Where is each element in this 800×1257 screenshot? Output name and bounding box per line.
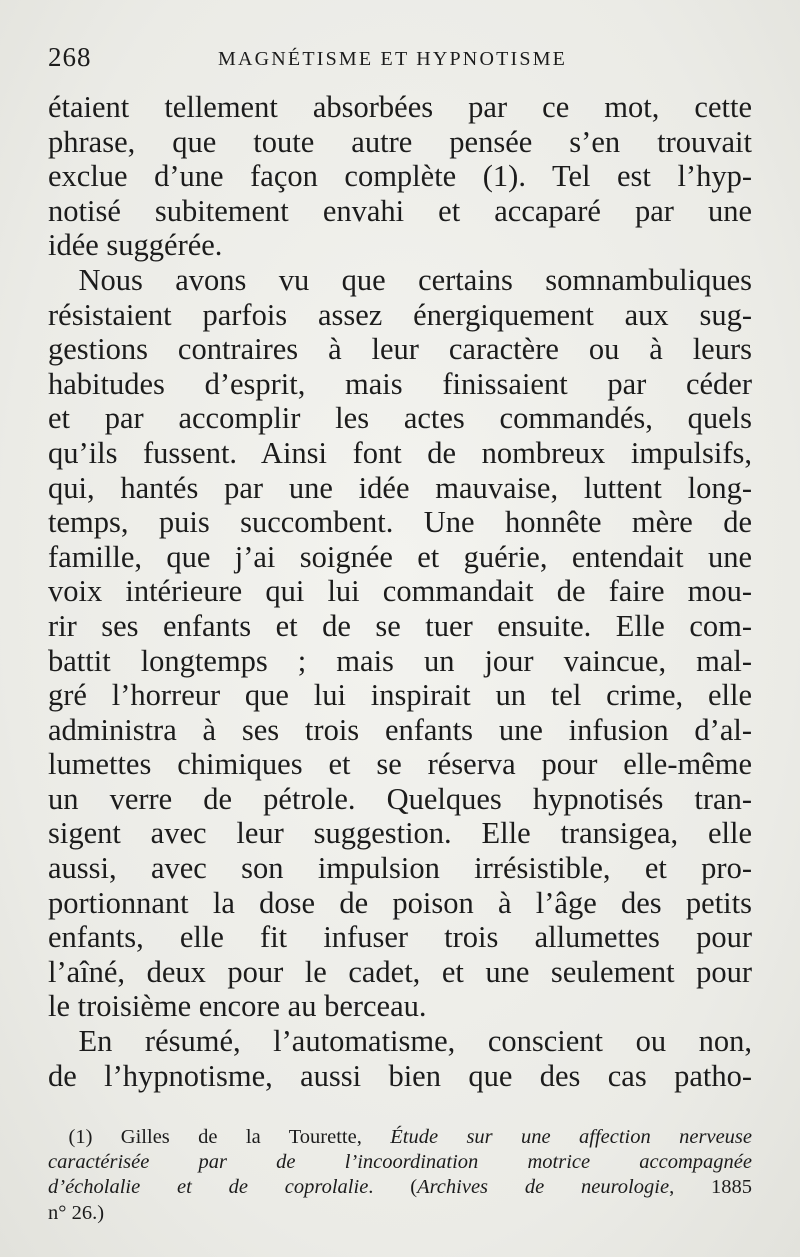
text-line: battit longtemps ; mais un jour vaincue, mal- (48, 643, 752, 678)
text-line: l’aîné, deux pour le cadet, et une seulement pour (48, 954, 752, 989)
text-line: rir ses enfants et de se tuer ensuite. Elle com- (48, 608, 752, 643)
text-line: qui, hantés par une idée mauvaise, luttent long- (48, 470, 752, 505)
text-line: le troisième encore au berceau. (48, 989, 427, 1024)
page-header (48, 42, 752, 76)
text-line: voix intérieure qui lui commandait de faire mou- (48, 574, 752, 609)
footnote-line: n° 26.) (48, 1201, 105, 1224)
text-line: idée suggérée. (48, 228, 223, 263)
body-text (48, 90, 752, 1093)
footnote-marker: (1) (48, 1126, 121, 1148)
running-title: MAGNÉTISME ET HYPNOTISME (218, 48, 568, 70)
text-line: famille, que j’ai soignée et guérie, entendait une (48, 539, 752, 574)
text-line: qu’ils fussent. Ainsi font de nombreux impulsifs, (48, 435, 752, 470)
text-line: administra à ses trois enfants une infusion d’al- (48, 712, 752, 747)
text-line: habitudes d’esprit, mais finissaient par céder (48, 366, 752, 401)
text-line: sigent avec leur suggestion. Elle transigea, elle (48, 816, 752, 851)
text-line: exclue d’une façon complète (1). Tel est l’hyp- (48, 159, 752, 194)
footnote-line (48, 1125, 752, 1150)
text-line: Nous avons vu que certains somnambuliques (48, 262, 752, 297)
text-line: résistaient parfois assez énergiquement aux sug- (48, 297, 752, 332)
text-line: et par accomplir les actes commandés, quels (48, 401, 752, 436)
text-line: étaient tellement absorbées par ce mot, cette (48, 90, 752, 124)
footnote-journal: Archives de neurologie (417, 1176, 670, 1199)
text-line: enfants, elle fit infuser trois allumettes pour (48, 920, 752, 955)
text-line: lumettes chimiques et se réserva pour elle-même (48, 747, 752, 782)
footnote-year: , 1885 (669, 1176, 752, 1199)
text-line: temps, puis succombent. Une honnête mère de (48, 505, 752, 540)
footnote (48, 1125, 752, 1226)
text-line: de l’hypnotisme, aussi bien que des cas patho- (48, 1058, 752, 1093)
text-line: notisé subitement envahi et accaparé par une (48, 193, 752, 228)
text-line: En résumé, l’automatisme, conscient ou non, (48, 1024, 752, 1059)
footnote-title: d’écholalie et de coprolalie (48, 1176, 369, 1199)
footnote-author: Gilles de la Tourette, (120, 1126, 391, 1148)
footnote-line: caractérisée par de l’incoordination motrice accompagnée (48, 1151, 752, 1174)
text-line: gré l’horreur que lui inspirait un tel crime, elle (48, 678, 752, 713)
footnote-title: Étude sur une affection nerveuse (390, 1126, 752, 1148)
footnote-line (48, 1175, 752, 1200)
text-line: phrase, que toute autre pensée s’en trouvait (48, 124, 752, 159)
page-number: 268 (48, 42, 92, 72)
footnote-punctuation: . ( (368, 1176, 418, 1199)
text-line: gestions contraires à leur caractère ou à leurs (48, 332, 752, 367)
text-line: aussi, avec son impulsion irrésistible, et pro- (48, 851, 752, 886)
text-line: portionnant la dose de poison à l’âge des petits (48, 885, 752, 920)
text-line: un verre de pétrole. Quelques hypnotisés tran- (48, 781, 752, 816)
